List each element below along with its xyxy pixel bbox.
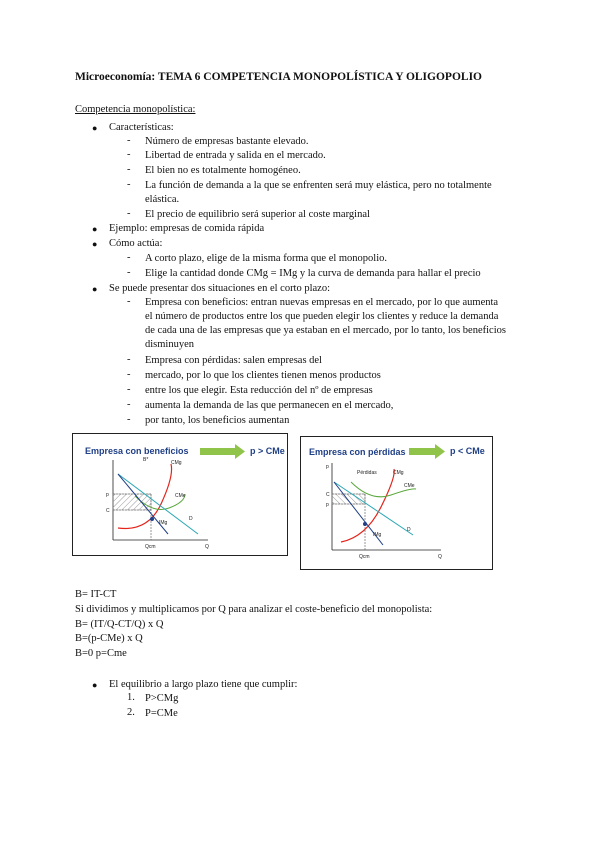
bullet-dot: ● xyxy=(92,123,98,133)
bullet-dot: ● xyxy=(92,680,98,690)
list-item-continuation: disminuyen xyxy=(145,339,194,350)
formula-line: B=0 p=Cme xyxy=(75,648,127,659)
dash-marker: - xyxy=(127,179,131,190)
list-item-continuation: el número de productos entre los que pueden elegir los clientes y reduce la demanda xyxy=(145,311,499,322)
formula-line: B=(p-CMe) x Q xyxy=(75,633,143,644)
label-d: D xyxy=(407,527,411,533)
dash-marker: - xyxy=(127,354,131,365)
list-item: La función de demanda a la que se enfrenten será muy elástica, pero no totalmente xyxy=(145,180,492,191)
dash-marker: - xyxy=(127,369,131,380)
list-number: 1. xyxy=(127,692,135,703)
fig2-condition: p < CMe xyxy=(450,446,485,456)
label-q: Q xyxy=(205,544,209,550)
label-img: IMg xyxy=(159,520,168,526)
bullet-caracteristicas: Características: xyxy=(109,122,174,133)
label-cmg: CMg xyxy=(393,470,404,476)
label-d: D xyxy=(189,516,193,522)
cmg-curve xyxy=(341,469,394,542)
equilibrium-point xyxy=(363,522,367,526)
list-item: entre los que elegir. Esta reducción del nº de empresas xyxy=(145,385,373,396)
dash-marker: - xyxy=(127,252,131,263)
label-cme: CMe xyxy=(404,483,415,489)
list-item: A corto plazo, elige de la misma forma que el monopolio. xyxy=(145,253,388,264)
arrow-body xyxy=(200,448,235,455)
arrow-icon xyxy=(235,444,245,459)
long-run-item: P>CMg xyxy=(145,693,179,704)
section-heading-colon: : xyxy=(192,104,196,115)
list-item: Empresa con beneficios: entran nuevas empresas en el mercado, por lo que aumenta xyxy=(145,297,499,308)
long-run-intro: El equilibrio a largo plazo tiene que cumplir: xyxy=(109,679,298,690)
label-qcm: Qcm xyxy=(359,554,370,560)
list-item-continuation: de cada una de las empresas que ya estaban en el mercado, por lo tanto, los beneficios xyxy=(145,325,506,336)
figure-beneficios xyxy=(72,433,288,556)
dash-marker: - xyxy=(127,149,131,160)
label-img: IMg xyxy=(373,532,382,538)
bullet-dot: ● xyxy=(92,239,98,249)
formula-line: B= IT-CT xyxy=(75,589,117,600)
section-heading xyxy=(75,104,195,115)
list-item: mercado, por lo que los clientes tienen menos productos xyxy=(145,370,381,381)
label-cme: CMe xyxy=(175,493,186,499)
formula-line: B= (IT/Q-CT/Q) x Q xyxy=(75,619,164,630)
dash-marker: - xyxy=(127,135,131,146)
bullet-como-actua: Cómo actúa: xyxy=(109,238,163,249)
formula-line: Si dividimos y multiplicamos por Q para analizar el coste-beneficio del monopolista: xyxy=(75,604,433,615)
bullet-dot: ● xyxy=(92,224,98,234)
beneficios-diagram xyxy=(73,434,287,555)
label-p-axis: p xyxy=(326,464,329,470)
long-run-item: P=CMe xyxy=(145,708,178,719)
figure-perdidas xyxy=(300,436,493,570)
profit-area xyxy=(113,494,151,510)
page-title: Microeconomía: TEMA 6 COMPETENCIA MONOPOLÍSTICA Y OLIGOPOLIO xyxy=(75,71,482,83)
fig2-title: Empresa con pérdidas xyxy=(309,447,406,457)
demand-curve xyxy=(334,482,413,535)
label-qcm: Qcm xyxy=(145,544,156,550)
dash-marker: - xyxy=(127,384,131,395)
dash-marker: - xyxy=(127,414,131,425)
arrow-body xyxy=(409,448,435,455)
label-c: C xyxy=(326,492,330,498)
label-perdidas: Pérdidas xyxy=(357,470,377,476)
arrow-icon xyxy=(435,444,445,459)
list-number: 2. xyxy=(127,707,135,718)
dash-marker: - xyxy=(127,296,131,307)
list-item: Número de empresas bastante elevado. xyxy=(145,136,309,147)
equilibrium-point xyxy=(150,517,154,521)
list-item: por tanto, los beneficios aumentan xyxy=(145,415,290,426)
list-item: El bien no es totalmente homogéneo. xyxy=(145,165,301,176)
bullet-situaciones: Se puede presentar dos situaciones en el corto plazo: xyxy=(109,283,331,294)
fig1-condition: p > CMe xyxy=(250,446,285,456)
label-p: p xyxy=(326,502,329,508)
list-item: Libertad de entrada y salida en el mercado. xyxy=(145,150,326,161)
bullet-dot: ● xyxy=(92,284,98,294)
label-c: C xyxy=(106,508,110,514)
list-item: El precio de equilibrio será superior al coste marginal xyxy=(145,209,370,220)
dash-marker: - xyxy=(127,267,131,278)
dash-marker: - xyxy=(127,399,131,410)
label-cmg: CMg xyxy=(171,460,182,466)
perdidas-diagram xyxy=(301,437,492,569)
list-item: aumenta la demanda de las que permanecen en el mercado, xyxy=(145,400,394,411)
list-item-continuation: elástica. xyxy=(145,194,180,205)
label-bstar: B* xyxy=(143,457,149,463)
label-q: Q xyxy=(438,554,442,560)
list-item: Empresa con pérdidas: salen empresas del xyxy=(145,355,322,366)
list-item: Elige la cantidad donde CMg = IMg y la curva de demanda para hallar el precio xyxy=(145,268,481,279)
bullet-ejemplo: Ejemplo: empresas de comida rápida xyxy=(109,223,265,234)
dash-marker: - xyxy=(127,208,131,219)
label-p: p xyxy=(106,492,109,498)
fig1-title: Empresa con beneficios xyxy=(85,446,189,456)
section-heading-text: Competencia monopolística xyxy=(75,104,193,115)
dash-marker: - xyxy=(127,164,131,175)
